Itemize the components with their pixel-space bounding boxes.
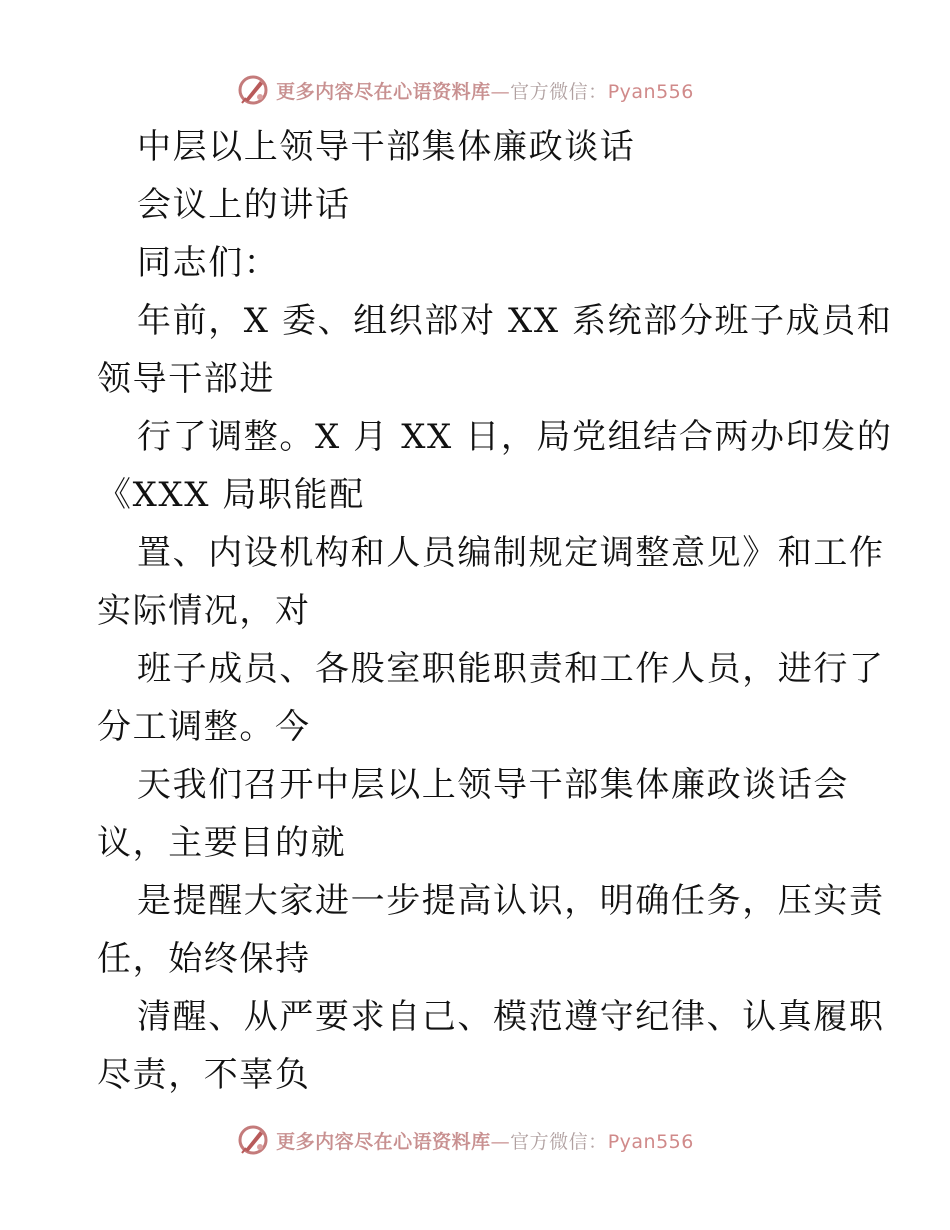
doc-line: 是提醒大家进一步提高认识，明确任务，压实责	[137, 881, 885, 921]
watermark-group	[236, 73, 694, 107]
watermark-wechat-label: 官方微信：	[510, 1130, 608, 1153]
doc-line: 班子成员、各股室职能职责和工作人员，进行了	[137, 649, 885, 689]
watermark-wechat-label: 官方微信：	[510, 80, 608, 103]
document-body	[97, 118, 893, 1104]
doc-line: 任，始终保持	[97, 939, 311, 979]
watermark-separator: —	[490, 1130, 511, 1153]
watermark-separator: —	[490, 80, 511, 103]
watermark-text	[276, 77, 694, 104]
doc-line-title-1: 中层以上领导干部集体廉政谈话	[137, 127, 636, 167]
doc-line: 议，主要目的就	[97, 823, 347, 863]
header-watermark	[0, 70, 950, 110]
footer-watermark	[0, 1120, 950, 1160]
doc-line-title-2: 会议上的讲话	[137, 185, 351, 225]
watermark-brand: 更多内容尽在心语资料库	[276, 1130, 491, 1153]
watermark-wechat-id: Pyan556	[607, 80, 694, 103]
doc-line: 置、内设机构和人员编制规定调整意见》和工作	[137, 533, 885, 573]
doc-line: 尽责，不辜负	[97, 1055, 311, 1095]
doc-line: 《XXX 局职能配	[97, 475, 365, 515]
doc-line: 清醒、从严要求自己、模范遵守纪律、认真履职	[137, 997, 885, 1037]
doc-line: 实际情况，对	[97, 591, 311, 631]
quill-pen-logo-icon	[236, 1123, 270, 1157]
doc-line-salutation: 同志们：	[137, 243, 280, 283]
watermark-group	[236, 1123, 694, 1157]
doc-line: 行了调整。X 月 XX 日，局党组结合两办印发的	[137, 417, 893, 457]
doc-line: 领导干部进	[97, 359, 275, 399]
quill-pen-logo-icon	[236, 73, 270, 107]
watermark-text	[276, 1127, 694, 1154]
doc-line: 分工调整。今	[97, 707, 311, 747]
doc-line: 天我们召开中层以上领导干部集体廉政谈话会	[137, 765, 849, 805]
watermark-brand: 更多内容尽在心语资料库	[276, 80, 491, 103]
watermark-wechat-id: Pyan556	[607, 1130, 694, 1153]
doc-line: 年前，X 委、组织部对 XX 系统部分班子成员和	[137, 301, 893, 341]
